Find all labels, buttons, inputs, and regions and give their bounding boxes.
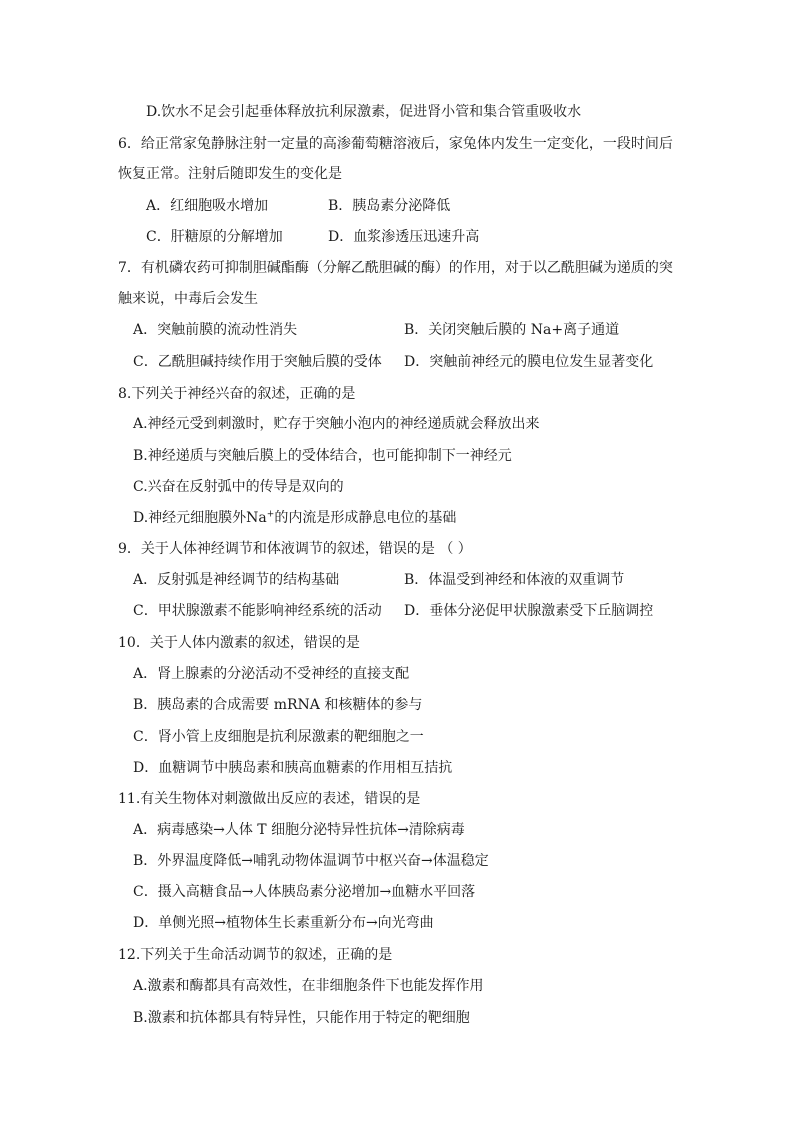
q8-option-d — [133, 508, 456, 528]
q6-option-d: D．血浆渗透压迅速升高 — [328, 229, 480, 245]
q11-option-c: C．摄入高糖食品→人体胰岛素分泌增加→血糖水平回落 — [133, 884, 476, 900]
q7-option-a: A．突触前膜的流动性消失 — [133, 322, 298, 338]
q10-option-c: C．肾小管上皮细胞是抗利尿激素的靶细胞之一 — [133, 729, 424, 745]
q7-option-c: C．乙酰胆碱持续作用于突触后膜的受体 — [133, 354, 382, 370]
q7-stem-line1: 7．有机磷农药可抑制胆碱酯酶（分解乙酰胆碱的酶）的作用，对于以乙酰胆碱为递质的突 — [118, 260, 673, 276]
q7-option-b: B．关闭突触后膜的 Na+离子通道 — [404, 322, 620, 338]
q6-option-c: C．肝糖原的分解增加 — [146, 229, 283, 245]
q9-option-d: D．垂体分泌促甲状腺激素受下丘脑调控 — [404, 603, 654, 619]
q9-option-b: B．体温受到神经和体液的双重调节 — [404, 572, 625, 588]
q8-option-b: B.神经递质与突触后膜上的受体结合，也可能抑制下一神经元 — [133, 448, 512, 464]
q6-stem-line1: 6．给正常家兔静脉注射一定量的高渗葡萄糖溶液后，家兔体内发生一定变化，一段时间后 — [118, 136, 673, 152]
q6-stem-line2: 恢复正常。注射后随即发生的变化是 — [118, 166, 342, 182]
q8-option-d-text-rest: 的内流是形成静息电位的基础 — [274, 510, 457, 526]
q7-option-d: D．突触前神经元的膜电位发生显著变化 — [404, 354, 654, 370]
q9-option-a: A．反射弧是神经调节的结构基础 — [133, 572, 340, 588]
q6-option-b: B．胰岛素分泌降低 — [328, 198, 451, 214]
q8-option-c: C.兴奋在反射弧中的传导是双向的 — [133, 479, 344, 495]
q12-stem: 12.下列关于生命活动调节的叙述，正确的是 — [118, 947, 393, 963]
q10-option-a: A．肾上腺素的分泌活动不受神经的直接支配 — [133, 666, 410, 682]
q10-option-b: B．胰岛素的合成需要 mRNA 和核糖体的参与 — [133, 697, 423, 713]
q12-option-b: B.激素和抗体都具有特异性，只能作用于特定的靶细胞 — [133, 1010, 470, 1026]
q8-option-a: A.神经元受到刺激时，贮存于突触小泡内的神经递质就会释放出来 — [133, 416, 540, 432]
q7-stem-line2: 触来说，中毒后会发生 — [118, 291, 258, 307]
q11-stem: 11.有关生物体对刺激做出反应的表述，错误的是 — [118, 791, 421, 807]
q8-option-d-superscript: + — [266, 509, 275, 520]
q10-stem: 10．关于人体内激素的叙述，错误的是 — [118, 635, 360, 651]
q12-option-a: A.激素和酶都具有高效性，在非细胞条件下也能发挥作用 — [133, 978, 484, 994]
q8-stem: 8.下列关于神经兴奋的叙述，正确的是 — [118, 386, 356, 402]
q9-stem: 9．关于人体神经调节和体液调节的叙述，错误的是 （ ） — [118, 541, 472, 557]
q11-option-a: A．病毒感染→人体 T 细胞分泌特异性抗体→清除病毒 — [133, 822, 465, 838]
q10-option-d: D．血糖调节中胰岛素和胰高血糖素的作用相互拮抗 — [133, 760, 453, 776]
q11-option-b: B．外界温度降低→哺乳动物体温调节中枢兴奋→体温稳定 — [133, 853, 489, 869]
q11-option-d: D．单侧光照→植物体生长素重新分布→向光弯曲 — [133, 915, 434, 931]
q8-option-d-text: D.神经元细胞膜外Na — [133, 510, 267, 526]
q9-option-c: C．甲状腺激素不能影响神经系统的活动 — [133, 603, 382, 619]
q5-option-d: D.饮水不足会引起垂体释放抗利尿激素，促进肾小管和集合管重吸收水 — [146, 104, 582, 120]
q6-option-a: A．红细胞吸水增加 — [146, 198, 269, 214]
